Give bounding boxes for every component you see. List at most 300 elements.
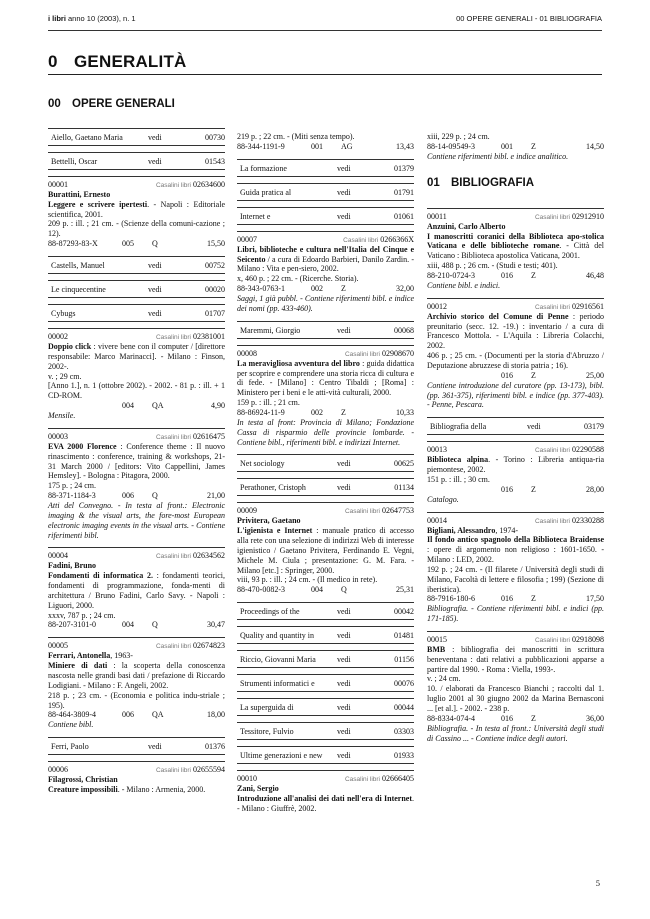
entry-id-row [427, 302, 604, 312]
entry-description: 209 p. : ill. ; 21 cm. - (Scienze della comuni-cazione ; 12). [48, 219, 225, 239]
casalini-label: Casalini libri [155, 767, 191, 775]
class-code: 001 [501, 141, 513, 151]
class-code: 016 [501, 270, 513, 280]
entry-id: 00015 [427, 634, 447, 644]
section-number: 01 [427, 176, 440, 189]
ref-name: Ferri, Paolo [51, 742, 89, 752]
catalog-entry [48, 328, 225, 421]
entry-body [427, 232, 604, 261]
entry-id-row [237, 774, 414, 784]
ref-vedi: vedi [337, 459, 351, 469]
class-code: 004 [122, 401, 134, 411]
ref-code: 03179 [584, 422, 604, 432]
ref-code: 00068 [394, 325, 414, 335]
entry-publication: : fondamenti teorici, fondamenti di programmazione, fonda-menti di architettura / Bruno Fadini, Carlo Savy. - Napoli : Liguori, 2000. [48, 571, 226, 610]
entry-description: 175 p. ; 24 cm. [48, 481, 96, 491]
cross-reference [237, 183, 414, 201]
price: 46,48 [586, 270, 604, 280]
entry-publication: . - Torino : Libreria antiqua-ria piemontese, 2002. [427, 455, 604, 475]
cross-reference [427, 417, 604, 435]
cross-reference [48, 280, 225, 298]
ref-code: 01791 [394, 187, 414, 197]
entry-body [427, 645, 604, 674]
casalini-number: 02655594 [193, 765, 225, 775]
class-code: 004 [122, 620, 134, 630]
casalini-label: Casalini libri [534, 517, 570, 525]
entry-body [237, 794, 414, 814]
ref-name: Strumenti informatici e [240, 679, 315, 689]
entry-body [427, 455, 604, 475]
entry-id-row [237, 506, 414, 516]
cross-reference [237, 478, 414, 496]
entry-title: L'igienista e Internet [237, 526, 313, 536]
casalini-label: Casalini libri [344, 776, 380, 784]
isbn: 88-14-09549-3 [427, 141, 475, 151]
section-name: BIBLIOGRAFIA [451, 176, 535, 189]
casalini-label: Casalini libri [155, 433, 191, 441]
entry-isbn-row [237, 142, 414, 152]
ref-code: 01543 [205, 157, 225, 166]
ref-code: 01061 [394, 211, 414, 221]
entry-author: Privitera, Gaetano [237, 516, 301, 526]
entry-description: xiii, 229 p. ; 24 cm. [427, 132, 490, 141]
ref-name: Proceedings of the [240, 607, 300, 617]
catalog-entry [48, 176, 225, 249]
price: 4,90 [211, 401, 225, 411]
type-code: Z [341, 407, 346, 417]
entry-isbn-row [48, 620, 225, 630]
type-code: Z [531, 594, 536, 604]
catalog-entry [237, 231, 414, 314]
isbn: 88-86924-11-9 [237, 407, 285, 417]
entry-id-row [48, 765, 225, 775]
entry-author: Bigliani, Alessandro [427, 525, 496, 535]
catalog-entry [48, 761, 225, 795]
entry-id: 00003 [48, 431, 68, 441]
entry-note: Catalogo. [427, 494, 459, 504]
casalini-number: 02916561 [572, 301, 604, 311]
entry-title: I manoscritti coranici della Biblioteca apo-stolica Vaticana e delle biblioteche romane [427, 231, 604, 251]
casalini-number: 02674823 [193, 641, 225, 651]
class-code: 016 [501, 484, 513, 494]
entry-author: Ferrari, Antonella [48, 651, 111, 661]
casalini-code [535, 212, 604, 222]
ref-vedi: vedi [337, 703, 351, 713]
entry-isbn-row [427, 485, 604, 495]
section-00-title [48, 98, 175, 110]
entry-isbn-row [237, 408, 414, 418]
casalini-code [345, 506, 414, 516]
entry-body [237, 526, 414, 575]
cross-reference [48, 152, 225, 170]
ref-name: Bibliografia della [430, 422, 487, 432]
entry-body [48, 442, 225, 481]
class-code: 005 [122, 239, 134, 249]
ref-vedi: vedi [337, 727, 351, 737]
casalini-number: 02634562 [193, 551, 225, 561]
casalini-number: 02666405 [382, 774, 414, 784]
casalini-label: Casalini libri [534, 447, 570, 455]
isbn: 88-464-3809-4 [48, 710, 96, 720]
chapter-title [48, 52, 187, 72]
entry-isbn-row [427, 714, 604, 724]
ref-vedi: vedi [337, 631, 351, 641]
entry-title: Libri, biblioteche e cultura nell'Italia del Cinque e Seicento [237, 244, 414, 264]
isbn: 88-344-1191-9 [237, 141, 285, 151]
class-code: 016 [501, 713, 513, 723]
entry-author-line [48, 651, 225, 661]
ref-vedi: vedi [148, 742, 162, 752]
entry-id: 00013 [427, 445, 447, 455]
catalog-entry [237, 345, 414, 448]
price: 18,00 [207, 710, 225, 720]
casalini-number: 02290588 [572, 445, 604, 455]
running-header [48, 14, 602, 26]
type-code: Q [152, 620, 158, 630]
column-2 [237, 132, 414, 821]
casalini-label: Casalini libri [534, 636, 570, 644]
price: 36,00 [586, 713, 604, 723]
casalini-number: 02330288 [572, 515, 604, 525]
entry-title: Creature impossibili [48, 784, 118, 794]
price: 13,43 [396, 141, 414, 151]
entry-body [48, 785, 225, 795]
class-code: 006 [122, 491, 134, 501]
ref-vedi: vedi [337, 655, 351, 665]
ref-name: Perathoner, Cristoph [240, 483, 306, 493]
ref-vedi: vedi [148, 261, 162, 271]
entry-note: Atti del Convegno. - In testa al front.: Electronic imaging & the visual arts, the fore-most European electronic imaging events in the visual arts. - Contiene riferimenti bibl. [48, 501, 225, 540]
isbn: 88-470-0082-3 [237, 585, 285, 595]
entry-id: 00002 [48, 332, 68, 342]
journal-name: i libri [48, 14, 66, 23]
entry-isbn-row [427, 271, 604, 281]
entry-body [48, 342, 225, 371]
ref-vedi: vedi [337, 163, 351, 173]
ref-code: 00044 [394, 703, 414, 713]
page-number: 5 [595, 878, 600, 888]
cross-reference [237, 159, 414, 177]
entry-id: 00010 [237, 774, 257, 784]
ref-name: Maremmi, Giorgio [240, 325, 301, 335]
type-code: Z [531, 370, 536, 380]
ref-code: 01134 [394, 483, 414, 493]
casalini-code [156, 641, 225, 651]
entry-description: [Anno 1.], n. 1 (ottobre 2002). - 2002. - 81 p. : ill. + 1 CD-ROM. [48, 381, 225, 401]
ref-code: 01481 [394, 631, 414, 641]
entry-title: Doppio click [48, 342, 92, 352]
isbn: 88-343-0763-1 [237, 284, 285, 294]
cross-reference [48, 128, 225, 146]
price: 30,47 [207, 620, 225, 630]
entry-id-row [48, 180, 225, 190]
entry-author: Anzuini, Carlo Alberto [427, 221, 506, 231]
entry-body [237, 359, 414, 398]
catalog-entry [427, 441, 604, 504]
entry-id: 00011 [427, 211, 447, 221]
entry-id-row [427, 212, 604, 222]
entry-id-row [427, 516, 604, 526]
catalog-entry [427, 631, 604, 743]
entry-note: Contiene introduzione del curatore (pp. 13-173), bibl. (pp. 361-375), riferimenti bibl. e indice (pp. 377-403). - Penne, Pescara. [427, 380, 604, 410]
catalog-entry [48, 428, 225, 540]
ref-code: 00076 [394, 679, 414, 689]
cross-reference [237, 602, 414, 620]
ref-code: 01707 [205, 309, 225, 319]
ref-vedi: vedi [337, 187, 351, 197]
price: 21,00 [207, 491, 225, 501]
entry-isbn-row [48, 239, 225, 249]
ref-name: Quality and quantity in [240, 631, 314, 641]
entry-isbn-row [427, 371, 604, 381]
type-code: Q [341, 585, 347, 595]
casalini-code [535, 516, 604, 526]
entry-id: 00005 [48, 641, 68, 651]
entry-id-row [427, 635, 604, 645]
price: 14,50 [586, 141, 604, 151]
ref-vedi: vedi [337, 325, 351, 335]
entry-title: La meravigliosa avventura del libro [237, 358, 360, 368]
entry-description: 151 p. : ill. ; 30 cm. [427, 474, 490, 484]
entry-id-row [48, 551, 225, 561]
entry-title: BMB [427, 644, 446, 654]
cross-reference [237, 650, 414, 668]
ref-vedi: vedi [148, 285, 162, 295]
cross-reference [237, 207, 414, 225]
casalini-label: Casalini libri [343, 236, 379, 244]
cross-reference [237, 722, 414, 740]
entry-title: Il fondo antico spagnolo della Biblioteca Braidense [427, 535, 604, 545]
section-name: OPERE GENERALI [72, 98, 175, 110]
ref-name: Internet e [240, 211, 271, 221]
casalini-code [156, 765, 225, 775]
entry-title: Leggere e scrivere ipertesti [48, 199, 148, 209]
section-01-title [427, 176, 604, 190]
continuation-isbn [237, 142, 414, 152]
entry-note: Contiene bibl. e indici. [427, 280, 501, 290]
entry-id-row [48, 641, 225, 651]
issue-label: anno 10 (2003), n. 1 [68, 14, 136, 23]
cross-reference [48, 256, 225, 274]
casalini-number: 02634600 [193, 180, 225, 189]
entry-isbn-row [237, 585, 414, 595]
catalog-entry [427, 512, 604, 624]
entry-author: Burattini, Ernesto [48, 190, 111, 199]
ref-vedi: vedi [337, 211, 351, 221]
price: 28,00 [586, 484, 604, 494]
entry-author: Fadini, Bruno [48, 561, 97, 571]
entry-id: 00007 [237, 234, 257, 244]
ref-name: Guida pratica al [240, 187, 292, 197]
entry-note: Contiene bibl. [48, 720, 94, 730]
ref-code: 00752 [205, 261, 225, 271]
casalini-code [535, 635, 604, 645]
chapter-number: 0 [48, 52, 58, 71]
price: 15,50 [207, 239, 225, 249]
entry-continuation [237, 132, 414, 152]
catalog-entry [237, 770, 414, 813]
isbn: 88-207-3101-0 [48, 620, 96, 630]
entry-title: EVA 2000 Florence [48, 441, 117, 451]
casalini-label: Casalini libri [155, 553, 191, 561]
type-code: Q [152, 239, 158, 249]
type-code: Z [341, 284, 346, 294]
type-code: AG [341, 141, 353, 151]
type-code: Q [152, 491, 158, 501]
entry-description: 159 p. : ill. ; 21 cm. [237, 398, 300, 408]
entry-title: Archivio storico del Comune di Penne [427, 311, 569, 321]
casalini-label: Casalini libri [534, 213, 570, 221]
entry-isbn-row [48, 491, 225, 501]
ref-vedi: vedi [337, 483, 351, 493]
catalog-entry [237, 502, 414, 595]
ref-name: Tessitore, Fulvio [240, 727, 294, 737]
ref-vedi: vedi [337, 607, 351, 617]
ref-vedi: vedi [337, 751, 351, 761]
type-code: Z [531, 713, 536, 723]
ref-code: 01156 [394, 655, 414, 665]
isbn: 88-371-1184-3 [48, 491, 96, 501]
type-code: QA [152, 401, 164, 411]
ref-name: Net sociology [240, 459, 285, 469]
entry-publication: : manuale pratico di accesso alla rete con una selezione di indirizzi Web di interesse igienistico / Gaetano Privitera, Ferdinando E. Vegni, Michele M. Ciula ; presentazione: G. M. Fara. - Milano [etc.] : Springer, 2000. [237, 526, 415, 575]
cross-reference [237, 321, 414, 339]
ref-code: 00625 [394, 459, 414, 469]
entry-isbn-row [48, 401, 225, 411]
casalini-number: 02381001 [193, 332, 225, 342]
entry-title: Introduzione all'analisi dei dati nell'era di Internet [237, 794, 412, 804]
casalini-code [156, 432, 225, 442]
entry-description: 406 p. ; 25 cm. - (Documenti per la storia d'Abruzzo / Deputazione abruzzese di storia patria ; 16). [427, 351, 604, 370]
ref-vedi: vedi [148, 157, 162, 166]
ref-name: Riccio, Giovanni Maria [240, 655, 316, 665]
catalog-entry [48, 637, 225, 730]
entry-body [427, 535, 604, 564]
entry-isbn-row [427, 594, 604, 604]
entry-id-row [237, 235, 414, 245]
entry-id: 00006 [48, 765, 68, 775]
casalini-code [535, 302, 604, 312]
entry-id-row [427, 445, 604, 455]
isbn: 88-210-0724-3 [427, 270, 475, 280]
ref-name: La superguida di [240, 703, 294, 713]
ref-code: 01933 [394, 751, 414, 761]
cross-reference [48, 737, 225, 755]
catalog-entry [427, 298, 604, 410]
ref-vedi: vedi [148, 133, 162, 142]
ref-vedi: vedi [527, 422, 541, 432]
type-code: Z [531, 270, 536, 280]
author-dates: , 1974- [495, 525, 518, 535]
entry-note: Bibliografia. - Contiene riferimenti bibl. e indici (pp. 171-185). [427, 604, 604, 624]
price: 32,00 [396, 284, 414, 294]
entry-title: Miniere di dati [48, 661, 108, 671]
type-code: QA [152, 710, 164, 720]
section-number: 00 [48, 98, 61, 110]
ref-name: Bettelli, Oscar [51, 157, 98, 166]
header-rule [48, 30, 602, 31]
casalini-code [156, 332, 225, 342]
cross-reference [237, 746, 414, 764]
ref-vedi: vedi [148, 309, 162, 319]
price: 10,33 [396, 407, 414, 417]
ref-code: 00020 [205, 285, 225, 295]
entry-id: 00012 [427, 301, 447, 311]
entry-id-row [237, 349, 414, 359]
column-3 [427, 132, 604, 750]
casalini-label: Casalini libri [344, 508, 380, 516]
entry-note: Mensile. [48, 411, 76, 421]
casalini-label: Casalini libri [155, 643, 191, 651]
class-code: 002 [311, 284, 323, 294]
cross-reference [237, 626, 414, 644]
chapter-name: GENERALITÀ [74, 52, 187, 71]
entry-publication: . - Napoli : Editoriale scientifica, 2001. [48, 199, 225, 219]
price: 25,31 [396, 585, 414, 595]
entry-publication: : la scoperta della conoscenza nascosta nelle grandi basi dati / prefazione di Riccardo Lodigiani. - Milano : F. Angeli, 2002. [48, 661, 226, 690]
casalini-label: Casalini libri [155, 334, 191, 342]
entry-body [427, 312, 604, 351]
entry-author: Filagrossi, Christian [48, 775, 118, 785]
cross-reference [237, 698, 414, 716]
entry-title: Fondamenti di informatica 2. [48, 571, 153, 581]
entry-publication: : periodo preunitario (secc. 12. -19.) : inventario / a cura di Francesco Mottola. - L'Aquila : Libreria Colacchi, 2002. [427, 311, 604, 351]
cross-reference [237, 454, 414, 472]
entry-isbn-row [237, 284, 414, 294]
entry-continuation [427, 132, 604, 162]
casalini-number: 02908670 [382, 348, 414, 358]
class-code: 016 [501, 594, 513, 604]
casalini-label: Casalini libri [344, 350, 380, 358]
casalini-code [156, 551, 225, 561]
entry-id: 00009 [237, 506, 257, 516]
casalini-number: 02647753 [382, 506, 414, 516]
entry-title: Biblioteca alpina [427, 455, 489, 465]
entry-publication: : vivere bene con il computer / [direttore responsabile: Marco Marinacci]. - Milano : Finson, 2002-. [48, 342, 225, 371]
entry-id: 00014 [427, 515, 447, 525]
type-code: Z [531, 141, 536, 151]
price: 17,50 [586, 594, 604, 604]
entry-publication: : Conference theme : Il nuovo rinascimento : conference, training & workshops, 21-31 March 2000 / [editors: Vito Cappellini, James Hemsley]. - Bologna : Pitagora, 2000. [48, 441, 225, 481]
entry-note: Contiene riferimenti bibl. e indice analitico. [427, 151, 569, 161]
entry-description: 10. / elaborati da Francesco Bianchi ; raccolti dal 1. luglio 2001 al 30 giugno 2002 da Marina Bernasconi ... [et al.]. - 2002. - 238 p. [427, 684, 604, 713]
entry-publication: / a cura di Edoardo Barbieri, Danilo Zardin. - Milano : Vita e pen-siero, 2002. [237, 254, 415, 274]
class-code: 004 [311, 585, 323, 595]
entry-description: viii, 93 p. : ill. ; 24 cm. - (Il medico in rete). [237, 575, 378, 585]
class-code: 002 [311, 407, 323, 417]
ref-code: 01376 [205, 742, 225, 752]
casalini-code [535, 445, 604, 455]
class-code: 016 [501, 370, 513, 380]
ref-name: Castells, Manuel [51, 261, 105, 271]
entry-description: v. ; 24 cm. [427, 674, 461, 684]
casalini-number: 02912910 [572, 211, 604, 221]
type-code: Z [531, 484, 536, 494]
ref-name: Le cinquecentine [51, 285, 106, 295]
entry-note: Saggi, 1 già pubbl. - Contiene riferimenti bibl. e indice dei nomi (pp. 433-460). [237, 294, 414, 313]
cross-reference [237, 674, 414, 692]
section-label: 00 OPERE GENERALI - 01 BIBLIOGRAFIA [456, 14, 602, 23]
ref-name: Ultime generazioni e new [240, 751, 323, 761]
casalini-number: 02616475 [193, 431, 225, 441]
entry-description: 219 p. ; 22 cm. - (Miti senza tempo). [237, 132, 355, 141]
entry-id: 00001 [48, 180, 68, 189]
casalini-number: 02918098 [572, 634, 604, 644]
entry-description: xiii, 488 p. ; 26 cm. - (Studi e testi; 401). [427, 261, 558, 271]
casalini-label: Casalini libri [155, 182, 191, 189]
ref-vedi: vedi [337, 679, 351, 689]
isbn: 88-7916-180-6 [427, 594, 475, 604]
